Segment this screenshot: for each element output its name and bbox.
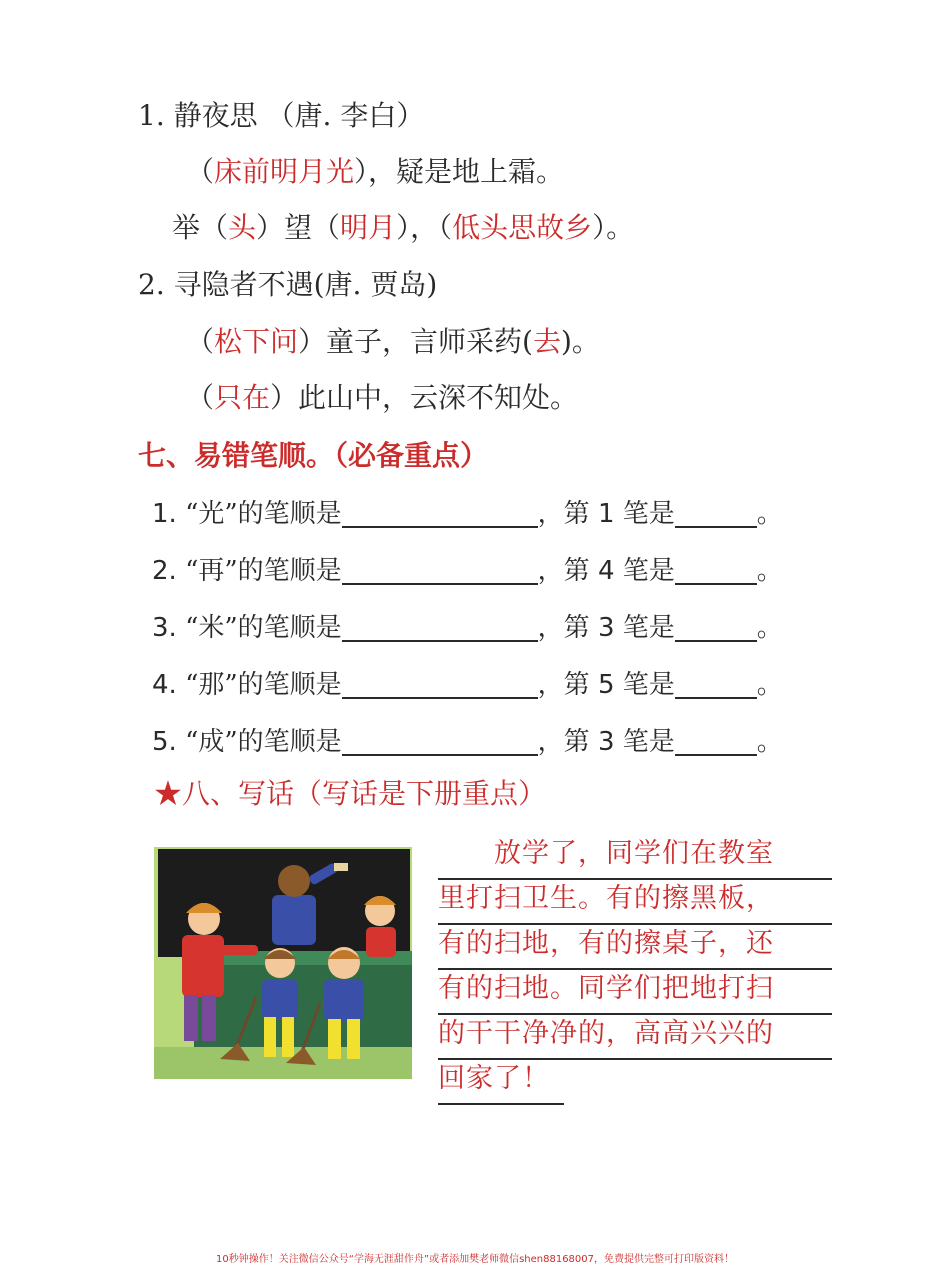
stroke-order-blank[interactable]: [342, 612, 538, 642]
stroke-order-item: [152, 665, 783, 705]
answer-text: 低头思故乡: [452, 211, 593, 244]
bracket-open: （: [186, 155, 215, 188]
answer-text: 明月: [340, 211, 397, 244]
item-sep: ，第: [537, 670, 590, 700]
poem2-line1: [186, 322, 600, 362]
item-tail: 笔是: [622, 670, 675, 700]
verse-part: )。: [560, 325, 600, 358]
stroke-order-blank[interactable]: [342, 726, 538, 756]
section8-heading: [154, 774, 546, 814]
footer-notice: 10秒钟操作！关注微信公众号“学海无涯甜作舟”或者添加樊老师微信shen88168007，免费提供完整可打印版资料！: [215, 1254, 735, 1265]
stroke-order-item: [152, 608, 783, 648]
stroke-answer-blank[interactable]: [675, 669, 757, 699]
verse-part: ）望（: [256, 211, 341, 244]
stroke-answer-blank[interactable]: [675, 555, 757, 585]
stroke-order-item: [152, 494, 783, 534]
poem2-title: 2. 寻隐者不遇(唐. 贾岛): [138, 268, 438, 301]
section8-heading-text: 八、写话（写话是下册重点）: [182, 777, 547, 810]
desk: [194, 959, 412, 1049]
item-number: 5.: [152, 727, 177, 757]
answer-text: 只在: [214, 381, 271, 414]
poem1-line1: [186, 152, 564, 192]
essay-line: 的干干净净的，高高兴兴的: [438, 1012, 832, 1060]
stroke-number: 3: [597, 727, 615, 757]
item-sep: ，第: [537, 613, 590, 643]
answer-text: 去: [532, 325, 561, 358]
item-end: 。: [756, 670, 783, 700]
item-end: 。: [756, 727, 783, 757]
item-number: 4.: [152, 670, 177, 700]
verse-rest: ）此山中，云深不知处。: [270, 381, 579, 414]
item-tail: 笔是: [622, 613, 675, 643]
item-end: 。: [756, 613, 783, 643]
item-question: “光”的笔顺是: [185, 499, 342, 529]
answer-text: 松下问: [214, 325, 299, 358]
item-question: “米”的笔顺是: [185, 613, 342, 643]
stroke-answer-blank[interactable]: [675, 612, 757, 642]
item-number: 1.: [152, 499, 177, 529]
stroke-order-blank[interactable]: [342, 498, 538, 528]
stroke-order-item: [152, 722, 783, 762]
item-number: 3.: [152, 613, 177, 643]
section7-heading: 七、易错笔顺。（必备重点）: [138, 439, 489, 472]
essay-line: 有的扫地，有的擦桌子，还: [438, 922, 832, 970]
stroke-number: 5: [597, 670, 615, 700]
essay-line: 里打扫卫生。有的擦黑板，: [438, 877, 832, 925]
verse-part: ），（: [396, 211, 453, 244]
item-tail: 笔是: [622, 556, 675, 586]
poem1-line2: [172, 208, 634, 248]
item-sep: ，第: [537, 727, 590, 757]
item-question: “成”的笔顺是: [185, 727, 342, 757]
stroke-number: 4: [597, 556, 615, 586]
bracket-open: （: [186, 381, 215, 414]
verse-rest: ），疑是地上霜。: [354, 155, 565, 188]
bracket-open: （: [186, 325, 215, 358]
answer-text: 头: [228, 211, 257, 244]
stroke-order-item: [152, 551, 783, 591]
classroom-cleaning-illustration: [154, 847, 412, 1079]
stroke-answer-blank[interactable]: [675, 498, 757, 528]
item-question: “再”的笔顺是: [185, 556, 342, 586]
stroke-order-blank[interactable]: [342, 555, 538, 585]
item-tail: 笔是: [622, 727, 675, 757]
essay-line: 放学了，同学们在教室: [438, 832, 832, 880]
item-end: 。: [756, 499, 783, 529]
stroke-order-blank[interactable]: [342, 669, 538, 699]
stroke-number: 3: [597, 613, 615, 643]
stroke-number: 1: [597, 499, 615, 529]
item-number: 2.: [152, 556, 177, 586]
item-sep: ，第: [537, 499, 590, 529]
answer-text: 床前明月光: [214, 155, 355, 188]
item-question: “那”的笔顺是: [185, 670, 342, 700]
item-sep: ，第: [537, 556, 590, 586]
item-end: 。: [756, 556, 783, 586]
poem1-title: 1. 静夜思 （唐. 李白）: [138, 99, 425, 132]
essay-line: 有的扫地。同学们把地打扫: [438, 967, 832, 1015]
poem2-line2: [186, 378, 578, 418]
essay-line: 回家了！: [438, 1057, 564, 1105]
star-icon: ★: [154, 777, 183, 810]
verse-part: ）。: [592, 211, 635, 244]
verse-part: ）童子，言师采药(: [298, 325, 533, 358]
verse-part: 举（: [172, 211, 229, 244]
stroke-answer-blank[interactable]: [675, 726, 757, 756]
item-tail: 笔是: [622, 499, 675, 529]
